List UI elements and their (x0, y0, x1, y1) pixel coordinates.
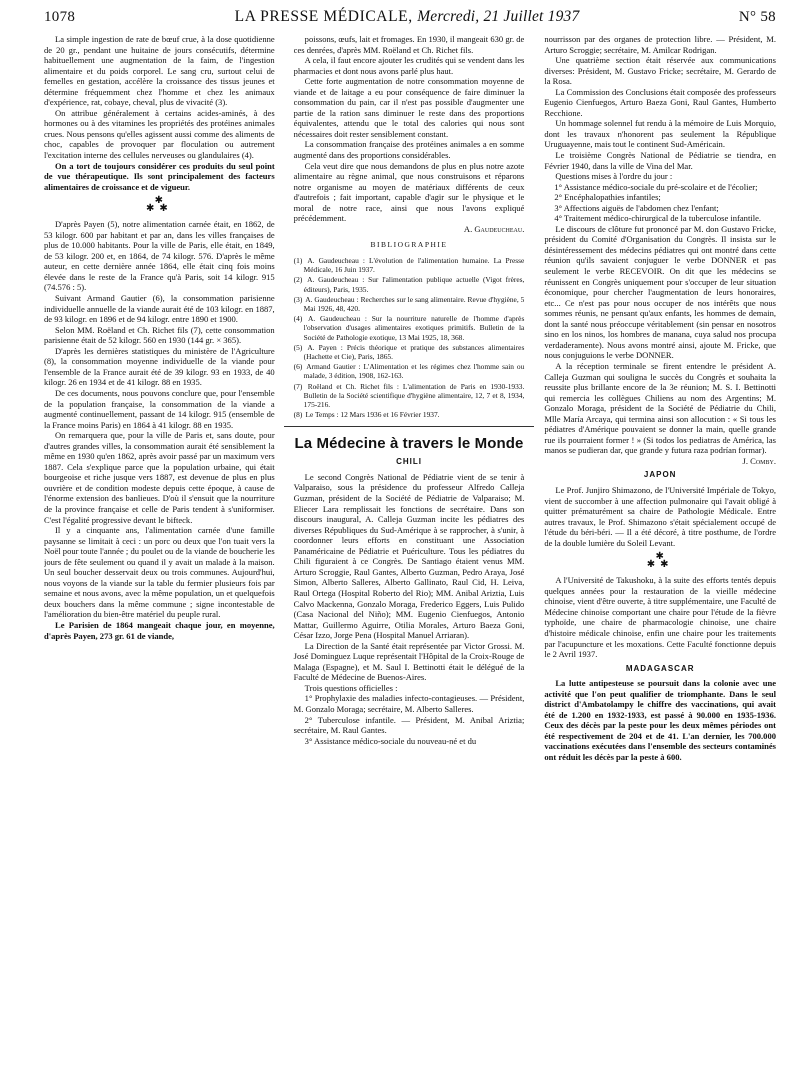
paragraph: A la réception terminale se firent entendre le président A. Calleja Guzman qui souligna le succès du Congrès et souhaita la reussite plus brillante encore de la 3e réunion; M. S. I. Bettinotti qui remercia les collègues Chiliens au nom des Argentins; M. Gonzalo Moraga, président de la Société de Pédiatrie du Chili, Mlle María Arcaya, qui termina ainsi son allocution : « Si tous les pédiatres d'Amérique pouvaient se donner la main, quelle grande rue ils pourraient former ! » (Si todos los pediatras de América, las manos se pudieran dar, que grande y futura raza podrían formar). (544, 360, 776, 456)
bibliography-number: (3) (293, 294, 303, 304)
bibliography-number: (6) (293, 362, 303, 372)
paragraph: nourrisson par des organes de protection libre. — Président, M. Arturo Scroggie; secrétaire, M. Amilcar Rodrigan. (544, 34, 776, 55)
bibliography-entry (294, 382, 525, 410)
bibliography-number: (1) (293, 255, 303, 265)
bibliography-entry (294, 362, 525, 380)
bibliography-text: A. Gaudeucheau : Sur la nourriture naturelle de l'homme d'après l'observation d'usages alimentaires exotiques primitifs. Bulletin de la Société de Pathologie exotique, 13 Mai 1925, 18, 368. (303, 314, 525, 342)
subsection-title-chili: CHILI (396, 457, 422, 467)
paragraph: La consommation française des protéines animales a en somme augmenté dans des proportions considérables. (293, 139, 525, 161)
paragraph: Le Parisien de 1864 mangeait chaque jour, en moyenne, d'après Payen, 273 gr. 61 de viande, (44, 619, 275, 641)
section-stars: ✱ ✱✱ (145, 195, 173, 215)
paragraph: La lutte antipesteuse se poursuit dans la colonie avec une activité que l'on peut qualifier de triomphante. Dans le seul district d'Ambatolampy le chiffre des vaccinations, qui avait été de 1.200 en 1932-1933, est passé à 90.000 en 1935-1936. Ceux des décès par la peste pour les deux mêmes périodes ont été respectivement de 204 et de 41. L'an dernier, les 700.000 vaccinations exécutées dans l'ensemble des secteurs contaminés ont réduit les décès par la peste à 600. (544, 678, 776, 762)
column-1 (44, 34, 284, 1082)
author-signature: A. Gaudeucheau. (463, 223, 525, 234)
bibliography-text: A. Gaudeucheau : Recherches sur le sang alimentaire. Revue d'hygiène, 5 Mai 1926, 48, 420. (303, 294, 525, 313)
bibliography-entry (294, 275, 525, 293)
bibliography-number: (5) (293, 342, 303, 352)
bibliography-number: (2) (293, 275, 303, 285)
paragraph: poissons, œufs, lait et fromages. En 1930, il mangeait 630 gr. de ces denrées, d'après MM. Roëland et Ch. Richet fils. (293, 34, 525, 55)
paragraph: La simple ingestion de rate de bœuf crue, à la dose quotidienne de 20 gr., pendant une huitaine de jours consécutifs, détermine habituellement une augmentation de la faim, de l'ingestion alimentaire et du poids corporel. Le sang cru, surtout celui de femelles en gestation, accélère la croissance des tissus jeunes et détermine fréquemment chez l'homme et chez les animaux d'expérience, rat, cobaye, cheval, plus de vivacité (3). (44, 34, 275, 108)
bibliography-entry (294, 343, 525, 361)
paragraph: Une quatrième section était réservée aux communications diverses: Président, M. Gustavo Fricke; secrétaire, M. Gerardo de la Rosa. (544, 55, 776, 87)
subsection-title-madagascar: MADAGASCAR (625, 663, 695, 673)
bibliography-entry (294, 314, 525, 342)
paragraph: On a tort de toujours considérer ces produits du seul point de vue thérapeutique. Ils sont principalement des facteurs alimentaires de croissance et de vigueur. (44, 160, 275, 192)
bibliography-text: A. Gaudeucheau : L'évolution de l'alimentation humaine. La Presse Médicale, 16 Juin 1937. (303, 255, 525, 275)
paragraph: Trois questions officielles : (304, 682, 398, 693)
author-signature: J. Comby. (742, 455, 776, 466)
paragraph: Le troisième Congrès National de Pédiatrie se tiendra, en Février 1940, dans la ville de Vina del Mar. (544, 150, 776, 171)
paragraph: La Direction de la Santé était représentée par Victor Grossi. M. José Dominguez Luque représentait l'Hôpital de la Croix-Rouge de Malaga (Espagne), et M. Saul I. Bettinotti était le délégué de la Faculté de Médecine de Buenos-Aires. (293, 640, 525, 683)
bibliography-text: Armand Gautier : L'Alimentation et les régimes chez l'homme sain ou malade, 3 édition, 1908, 162-163. (303, 362, 525, 381)
column-2 (284, 34, 535, 1082)
section-divider (284, 426, 535, 427)
subsection-title-japon: JAPON (643, 470, 677, 480)
paragraph: Cela veut dire que nous demandons de plus en plus notre azote alimentaire au règne animal, que nous construisons et réparons notre organisme au moyen de matériaux différents de ceux d'autrefois ; fait important, capable d'agir sur le physique et le moral de notre race, ainsi que nous l'avons expliqué précédemment. (293, 160, 525, 224)
issue-date: Mercredi, 21 Juillet 1937 (417, 8, 580, 25)
list-item: 3° Affections aiguës de l'abdomen chez l'enfant; (554, 202, 719, 213)
paragraph: De ces documents, nous pouvons conclure que, pour l'ensemble de la population française, la consommation de la viande a augmenté continuellement, passant de 14 kilogr. 915 (ensemble de la France moins Paris) en 1864 à 41 kilogr. 88 en 1935. (44, 387, 275, 430)
list-item: 1° Assistance médico-sociale du pré-scolaire et de l'écolier; (554, 181, 758, 192)
bibliography-entry (294, 295, 525, 313)
bibliography-number: (7) (293, 381, 303, 391)
issue-number: N° 58 (738, 9, 776, 25)
bibliography-text: A. Gaudeucheau : Sur l'alimentation publique actuelle (Vigot frères, éditeurs), Paris, 1935. (303, 275, 525, 294)
list-item: 4° Traitement médico-chirurgical de la tuberculose infantile. (554, 213, 762, 224)
bibliography-text: A. Payen : Précis théorique et pratique des substances alimentaires (Hachette et Cie), Paris, 1865. (303, 342, 525, 361)
paragraph: Selon MM. Roëland et Ch. Richet fils (7), cette consommation parisienne était de 52 kilogr. 560 en 1930 (144 gr. × 365). (44, 324, 275, 346)
journal-name: LA PRESSE MÉDICALE, (234, 8, 413, 25)
paragraph: D'après les dernières statistiques du ministère de l'Agriculture (8), la consommation moyenne individuelle de la viande pour l'ensemble de la France aurait été de 39 kilogr. 93 en 1933, de 40 kilogr. 26 en 1934 et de 41 kilogr. 88 en 1935. (44, 345, 275, 388)
paragraph: D'après Payen (5), notre alimentation carnée était, en 1862, de 53 kilogr. 600 par habitant et par an, dans les villes françaises de plus de 10.000 habitants. Pour la ville de Paris, elle était, en 1849, de 53 kilogr. 200 et, en 1864, de 74 kilogr. 576. D'après le même auteur, en cette dernière année 1864, elle était cinq fois moins élevée dans le reste de la France qu'à Paris, soit 14 kilogr. 915 (74.576 : 5). (44, 219, 275, 293)
bibliography-number: (8) (293, 410, 303, 420)
bibliography-entry (294, 256, 525, 274)
bibliography-entry (294, 410, 525, 419)
bibliography-number: (4) (293, 314, 303, 324)
paragraph: Questions mises à l'ordre du jour : (555, 171, 673, 182)
bibliography-text: Le Temps : 12 Mars 1936 et 16 Février 1937. (305, 410, 440, 420)
bibliography-title: BIBLIOGRAPHIE (370, 240, 448, 250)
paragraph: Il y a cinquante ans, l'alimentation carnée d'une famille paysanne se limitait à ceci : un porc ou deux que l'on tuait vers la Noël pour toute l'année ; du poulet ou de la viande de boucherie les jours de fête seulement ou quand il y avait un malade à la maison. Un seul boucher desservait deux ou trois communes. Aujourd'hui, nous voyons de la viande sur la table du fermier plusieurs fois par semaine et nous avons, avec la même population, un et quelquefois deux bouchers dans la même commune ; signe incontestable de l'amélioration du bien-être matériel du peuple rural. (44, 525, 275, 620)
list-item: 2° Encéphalopathies infantiles; (554, 192, 661, 203)
paragraph: 3° Assistance médico-sociale du nouveau-né et du (304, 735, 477, 746)
paragraph: 2° Tuberculose infantile. — Président, M. Anibal Ariztia; secrétaire, M. Raul Gantes. (293, 714, 525, 736)
journal-masthead (235, 8, 580, 26)
page-header (44, 8, 776, 34)
bibliography-list (294, 256, 525, 419)
paragraph: Le second Congrès National de Pédiatrie vient de se tenir à Valparaiso, sous la présidence du professeur Alfredo Calleja Guzman, président de la Société de Pédiatrie de Valparaiso; M. Eliecer Lara remplissait les fonctions de secrétaire. Dans son discours inaugural, A. Calleja Guzman incite les pédiatres des diverses Républiques du Sud-Amérique à se rapprocher, à s'unir, à coordonner leurs efforts en constituant une Association Panaméricaine de Pédiatrie et Puériculture. Tous les pédiatres du Chili figuraient à ce Congrès. De Santiago étaient venus MM. Arturo Scroggie, Raul Gantes, Alberto Guzman, Pedro Araya, José Simon, Alberto Salleres, Alberto Gallinato, Raul Cid, H. Leiva, Raul Ortega (Hospital Roberto del Rio); MM. Anibal Ariztia, Luis Calvo Mackenna, Gonzalo Moraga, Frederico Eggers, Luis Pulido (Casa Nacional del Niño); MM. Eugenio Cienfuegos, Antonio Mattar, Guillermo Aguirre, Otilia Morales, Arturo Baeza Goni, César Izzo, Jorge Pena (Hospital Manuel Arriaran). (293, 471, 525, 641)
paragraph: On remarquera que, pour la ville de Paris et, sans doute, pour d'autres grandes villes, la consommation aurait été sensiblement la même en 1930 qu'en 1862, après avoir passé par un maximum vers 1887. Cela s'explique parce que la population urbaine, qui était bourgeoise et riche jusque vers 1887, est devenue de plus en plus ouvrière et de condition modeste depuis cette époque, à cause de l'énorme extension des banlieues. D'où il s'ensuit que la nourriture de la province française et celle de Paris tendent à s'uniformiser. C'est l'égalité progressive devant le bifteck. (44, 430, 275, 525)
bibliography-text: Roëland et Ch. Richet fils : L'alimentation de Paris en 1930-1933. Bulletin de la Société scientifique d'hygiène alimentaire, 12, 7 et 8, 1934, 175-216. (303, 381, 525, 409)
paragraph: Cette forte augmentation de notre consommation moyenne de viande et de laitage a eu pour conséquence de faire diminuer la consommation du pain, car il n'est pas possible d'augmenter une partie de la ration sans diminuer le reste dans des proportions équivalentes, attendu que le total des calories qui nous sont nécessaires doit rester sensiblement constant. (293, 76, 525, 139)
agenda-list (544, 182, 776, 224)
section-stars: ✱ ✱✱ (646, 551, 674, 571)
paragraph: A l'Université de Takushoku, à la suite des efforts tentés depuis quelques années pour la restauration de la vieille médecine chinoise, vient d'être ouverte, à titre supplémentaire, une Faculté de Médecine chinoise comportant une chaire pour l'étude de la fièvre typhoïde, une chaire de pharmacologie chinoise, une chaire d'histoire médicale chinoise, enfin une chaire pour les traitements par l'acupuncture et les moxations. Cette Faculté fonctionne depuis le 2 Avril 1937. (544, 575, 776, 660)
column-3 (534, 34, 776, 1082)
paragraph: La Commission des Conclusions était composée des professeurs Eugenio Cienfuegos, Arturo Baeza Goni, Raul Gantes, Humberto Recchione. (544, 86, 776, 118)
paragraph: Un hommage solennel fut rendu à la mémoire de Luis Morquio, dont les travaux n'honorent pas seulement la République Uruguayenne, mais tout le continent Sud-Américain. (544, 118, 776, 150)
paragraph: A cela, il faut encore ajouter les crudités qui se vendent dans les pharmacies et dont nous avons parlé plus haut. (293, 55, 525, 76)
paragraph: 1° Prophylaxie des maladies infecto-contagieuses. — Président, M. Gonzalo Moraga; secrétaire, M. Alberto Salleres. (293, 693, 525, 714)
paragraph: Le Prof. Junjiro Shimazono, de l'Université Impériale de Tokyo, vient de succomber à une affection pulmonaire qui l'avait obligé à quitter prématurément sa chaire de Pathologie Médicale. Entre autres travaux, le Prof. Shimazono s'était spécialement occupé de l'étude du béri-béri. — Il a été décoré, à titre posthume, de l'ordre de la double lumière du Soleil Levant. (544, 484, 776, 548)
article-columns (44, 34, 776, 1082)
paragraph: Suivant Armand Gautier (6), la consommation parisienne individuelle annuelle de la viande aurait été de 103 kilogr. en 1887, de 93 kilogr. en 1896 et de 94 kilogr. entre 1890 et 1900. (44, 293, 275, 325)
paragraph: On attribue généralement à certains acides-aminés, à des hormones ou à des vitamines les propriétés des protéines animales crues. Nous pensons qu'elles agissent aussi comme des aliments de choc, capables de provoquer par floculation ou autrement l'excitation interne des cellules nerveuses ou glandulaires (4). (44, 107, 275, 161)
page-number: 1078 (44, 9, 76, 25)
paragraph: Le discours de clôture fut prononcé par M. don Gustavo Fricke, président du Comité d'Organisation du Congrès. Il insista sur le désintéressement des médecins pédiatres qui ont montré dans cette réunion qu'ils savaient conjuguer le verbe DONNER et pas seulement le verbe RECEVOIR. On dit que les médecins se réunissent en Congrès uniquement pour s'occuper de leur situation économique, pour chercher l'augmentation de leurs honoraires, etc... Ce n'est pas pour nous occuper de nos intérêts que nous sommes réunis, ne pensant qu'aux enfants, les hommes de demain, dont la santé nous préoccupe véritablement (sin pensar en nosotros sino en los ninos, los hombres de manana, cuya salud nos procupa verdaderamente). Nous avons montré ainsi, ajoute M. Fricke, que nous conjuguions le verbe DONNER. (544, 223, 776, 361)
section-title: La Médecine à travers le Monde (294, 435, 524, 453)
